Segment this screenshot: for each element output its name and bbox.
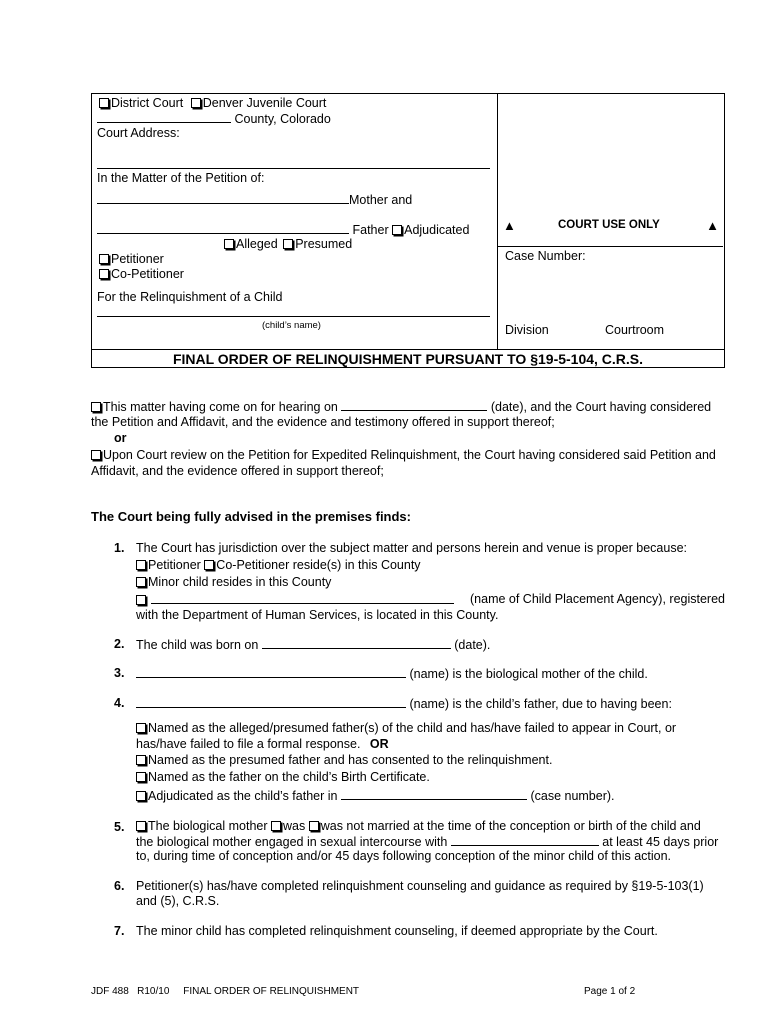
birth-date-blank[interactable] bbox=[262, 637, 451, 649]
mother-line bbox=[97, 192, 412, 208]
agency-label: (name of Child Placement Agency), registered bbox=[470, 592, 725, 606]
co-petitioner-row bbox=[99, 267, 184, 282]
presumed-label: Presumed bbox=[295, 237, 353, 251]
district-court-checkbox[interactable] bbox=[99, 98, 109, 108]
case-number-blank[interactable] bbox=[341, 788, 527, 800]
up-triangle-icon: ▲ bbox=[706, 218, 719, 233]
was-not-married-checkbox[interactable] bbox=[309, 821, 319, 831]
agency-name-blank[interactable] bbox=[151, 592, 454, 604]
item-1-petitioner-row bbox=[136, 558, 421, 573]
or-label: or bbox=[114, 431, 127, 445]
item-3-row bbox=[136, 666, 648, 682]
item-1-text: The Court has jurisdiction over the subject matter and persons herein and venue is proper because: bbox=[136, 541, 688, 555]
caption-divider bbox=[497, 93, 498, 349]
minor-child-checkbox[interactable] bbox=[136, 577, 146, 587]
item-2-number: 2. bbox=[114, 637, 125, 651]
item-4-text: (name) is the child’s father, due to having been: bbox=[409, 697, 672, 711]
birth-certificate-checkbox[interactable] bbox=[136, 772, 146, 782]
item-1-agency-text-b: with the Department of Human Services, is located in this County. bbox=[136, 608, 499, 622]
co-petitioner-reside-label: Co-Petitioner reside(s) in this County bbox=[216, 558, 421, 572]
father-label: Father bbox=[352, 223, 389, 237]
childs-name-caption: (child’s name) bbox=[262, 320, 321, 331]
item-4-option-a-row bbox=[136, 721, 676, 736]
childs-name-line[interactable] bbox=[97, 316, 490, 317]
item-1-agency-row bbox=[136, 592, 725, 608]
alleged-checkbox[interactable] bbox=[224, 239, 234, 249]
item-5-text-c: the biological mother engaged in sexual intercourse with bbox=[136, 835, 448, 849]
alleged-label: Alleged bbox=[236, 237, 278, 251]
father-blank[interactable] bbox=[97, 222, 349, 234]
item-3-text: (name) is the biological mother of the child. bbox=[409, 667, 648, 681]
item-4-row bbox=[136, 696, 672, 712]
item-6-number: 6. bbox=[114, 879, 125, 893]
court-address-label: Court Address: bbox=[97, 126, 180, 140]
presumed-consented-checkbox[interactable] bbox=[136, 755, 146, 765]
adjudicated-checkbox[interactable] bbox=[392, 225, 402, 235]
was-married-checkbox[interactable] bbox=[271, 821, 281, 831]
presumed-checkbox[interactable] bbox=[283, 239, 293, 249]
father-name-blank[interactable] bbox=[136, 696, 406, 708]
item-4-number: 4. bbox=[114, 696, 125, 710]
item-5-text-e: to, during time of conception and/or 45 days following conception of the minor child of this action. bbox=[136, 849, 672, 863]
division-label: Division bbox=[505, 323, 549, 337]
item-4-option-b-row bbox=[136, 753, 552, 768]
item-4-or: OR bbox=[369, 737, 389, 751]
item-6-text-a: Petitioner(s) has/have completed relinquishment counseling and guidance as required by §19-5-103(1) bbox=[136, 879, 704, 893]
relinquishment-label: For the Relinquishment of a Child bbox=[97, 290, 283, 304]
named-alleged-checkbox[interactable] bbox=[136, 723, 146, 733]
item-4-option-d-2: (case number). bbox=[530, 789, 615, 803]
petitioner-checkbox[interactable] bbox=[99, 254, 109, 264]
petitioner-reside-checkbox[interactable] bbox=[136, 560, 146, 570]
item-5-text-d: at least 45 days prior bbox=[602, 835, 719, 849]
case-number-label: Case Number: bbox=[505, 249, 586, 263]
county-blank[interactable] bbox=[97, 111, 231, 123]
review-text-b: Affidavit, and the evidence offered in support thereof; bbox=[91, 464, 384, 478]
petitioner-reside-label: Petitioner bbox=[148, 558, 201, 572]
co-petitioner-label: Co-Petitioner bbox=[111, 267, 184, 281]
biological-mother-checkbox[interactable] bbox=[136, 821, 146, 831]
item-7-text: The minor child has completed relinquishment counseling, if deemed appropriate by the Court. bbox=[136, 924, 658, 938]
item-3-number: 3. bbox=[114, 666, 125, 680]
courtroom-label: Courtroom bbox=[605, 323, 665, 337]
item-1-minor-row bbox=[136, 575, 331, 590]
item-2-text-b: (date). bbox=[454, 638, 491, 652]
item-5-text-a: The biological mother bbox=[148, 819, 268, 833]
hearing-row bbox=[91, 399, 711, 415]
item-6-text-b: and (5), C.R.S. bbox=[136, 894, 220, 908]
review-text-a: Upon Court review on the Petition for Expedited Relinquishment, the Court having considered said Petition and bbox=[103, 448, 716, 462]
adjudicated-father-checkbox[interactable] bbox=[136, 791, 146, 801]
item-4-option-b: Named as the presumed father and has consented to the relinquishment. bbox=[148, 753, 553, 767]
court-use-only-row bbox=[503, 218, 719, 234]
co-petitioner-reside-checkbox[interactable] bbox=[204, 560, 214, 570]
item-4-option-a-2: has/have failed to file a formal response. bbox=[136, 737, 361, 751]
intercourse-name-blank[interactable] bbox=[451, 834, 599, 846]
mother-and-label: Mother and bbox=[349, 193, 413, 207]
item-5-text-b: was not married at the time of the conception or birth of the child and bbox=[320, 819, 701, 833]
alleged-presumed-row bbox=[224, 237, 352, 252]
court-use-only-label: COURT USE ONLY bbox=[558, 219, 660, 231]
agency-checkbox[interactable] bbox=[136, 595, 146, 605]
item-5-row-a bbox=[136, 819, 701, 834]
item-4-option-d-1: Adjudicated as the child’s father in bbox=[148, 789, 338, 803]
court-use-divider bbox=[497, 246, 723, 247]
footer-page-number: Page 1 of 2 bbox=[584, 986, 636, 997]
up-triangle-icon: ▲ bbox=[503, 218, 516, 233]
county-line bbox=[97, 111, 331, 127]
footer-form-id: JDF 488 R10/10 FINAL ORDER OF RELINQUISHMENT bbox=[91, 986, 360, 997]
item-4-option-c: Named as the father on the child’s Birth Certificate. bbox=[148, 770, 430, 784]
review-row bbox=[91, 448, 716, 463]
minor-child-label: Minor child resides in this County bbox=[148, 575, 332, 589]
item-4-option-a-2-row bbox=[136, 737, 389, 752]
item-5-was: was bbox=[283, 819, 306, 833]
item-2-row bbox=[136, 637, 490, 653]
denver-juvenile-checkbox[interactable] bbox=[191, 98, 201, 108]
petitioner-row bbox=[99, 252, 164, 267]
court-address-line[interactable] bbox=[97, 168, 490, 169]
district-court-label: District Court bbox=[111, 96, 184, 110]
hearing-text-c: the Petition and Affidavit, and the evidence and testimony offered in support thereof; bbox=[91, 415, 555, 429]
hearing-text-b: (date), and the Court having considered bbox=[490, 400, 712, 414]
adjudicated-label: Adjudicated bbox=[404, 223, 470, 237]
review-checkbox[interactable] bbox=[91, 450, 101, 460]
item-7-number: 7. bbox=[114, 924, 125, 938]
item-2-text-a: The child was born on bbox=[136, 638, 259, 652]
court-selection bbox=[99, 96, 326, 111]
in-matter-label: In the Matter of the Petition of: bbox=[97, 171, 265, 185]
item-5-row-c bbox=[136, 834, 718, 850]
page-title: FINAL ORDER OF RELINQUISHMENT PURSUANT TO §19-5-104, C.R.S. bbox=[172, 351, 644, 367]
item-4-option-a-1: Named as the alleged/presumed father(s) of the child and has/have failed to appear in Court, or bbox=[148, 721, 677, 735]
item-5-number: 5. bbox=[114, 820, 125, 834]
hearing-checkbox[interactable] bbox=[91, 402, 101, 412]
hearing-text-a: This matter having come on for hearing on bbox=[103, 400, 338, 414]
county-label: County, Colorado bbox=[234, 112, 331, 126]
item-4-option-d-row bbox=[136, 788, 615, 804]
denver-juvenile-label: Denver Juvenile Court bbox=[202, 96, 327, 110]
petitioner-label: Petitioner bbox=[111, 252, 164, 266]
item-1-number: 1. bbox=[114, 541, 125, 555]
mother-blank[interactable] bbox=[97, 192, 349, 204]
findings-heading: The Court being fully advised in the premises finds: bbox=[91, 509, 411, 524]
item-4-option-c-row bbox=[136, 770, 430, 785]
hearing-date-blank[interactable] bbox=[341, 399, 487, 411]
co-petitioner-checkbox[interactable] bbox=[99, 269, 109, 279]
mother-name-blank[interactable] bbox=[136, 666, 406, 678]
father-line bbox=[97, 222, 469, 238]
title-bar bbox=[91, 349, 725, 369]
